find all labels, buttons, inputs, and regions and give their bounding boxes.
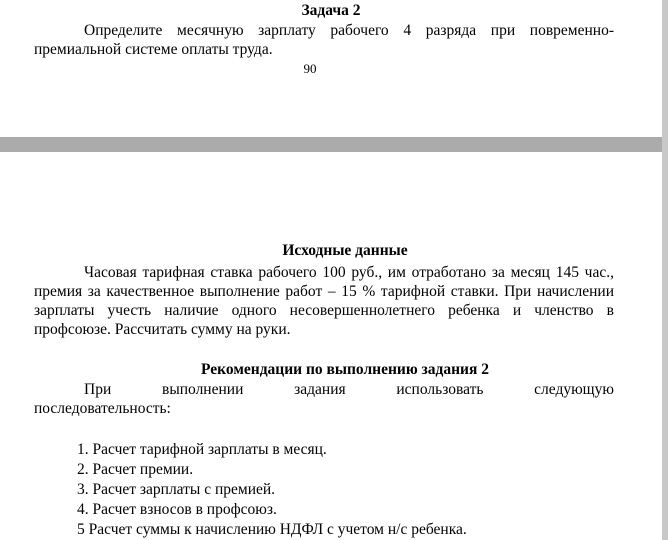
input-data-text-content: Часовая тарифная ставка рабочего 100 руб., им отработано за месяц 145 час., премия за качественное выполнение работ – 15 % тарифной ставки. При начислении зарплаты учесть наличие одного несовершеннолетнего ребенка и членство в профсоюзе. Рассчитать сумму на руки. <box>34 264 614 338</box>
intro-word: При <box>84 381 112 398</box>
recommendations-intro-line <box>84 381 614 399</box>
task-title: Задача 2 <box>301 2 361 19</box>
step-item: 5 Расчет суммы к начислению НДФЛ с учетом н/с ребенка. <box>77 521 467 538</box>
recommendations-intro-end: последовательность: <box>34 400 171 417</box>
task-text <box>34 21 614 59</box>
intro-word: использовать <box>396 381 484 398</box>
task-text-content: Определите месячную зарплату рабочего 4 разряда при повременно-премиальной системе оплаты труда. <box>34 22 614 58</box>
recommendations-title: Рекомендации по выполнению задания 2 <box>201 361 489 378</box>
page-gap <box>0 137 668 152</box>
intro-word: выполнении <box>162 381 244 398</box>
input-data-text <box>34 263 614 339</box>
document-page-upper <box>0 0 662 137</box>
step-item: 2. Расчет премии. <box>77 461 194 478</box>
step-item: 3. Расчет зарплаты с премией. <box>77 481 276 498</box>
page-number: 90 <box>303 61 317 76</box>
document-page-lower <box>0 152 662 540</box>
viewer-scrollbar-edge[interactable] <box>662 0 668 540</box>
intro-word: следующую <box>534 381 614 398</box>
intro-word: задания <box>294 381 346 398</box>
step-item: 4. Расчет взносов в профсоюз. <box>77 501 277 518</box>
step-item: 1. Расчет тарифной зарплаты в месяц. <box>77 441 327 458</box>
input-data-title: Исходные данные <box>282 242 408 259</box>
